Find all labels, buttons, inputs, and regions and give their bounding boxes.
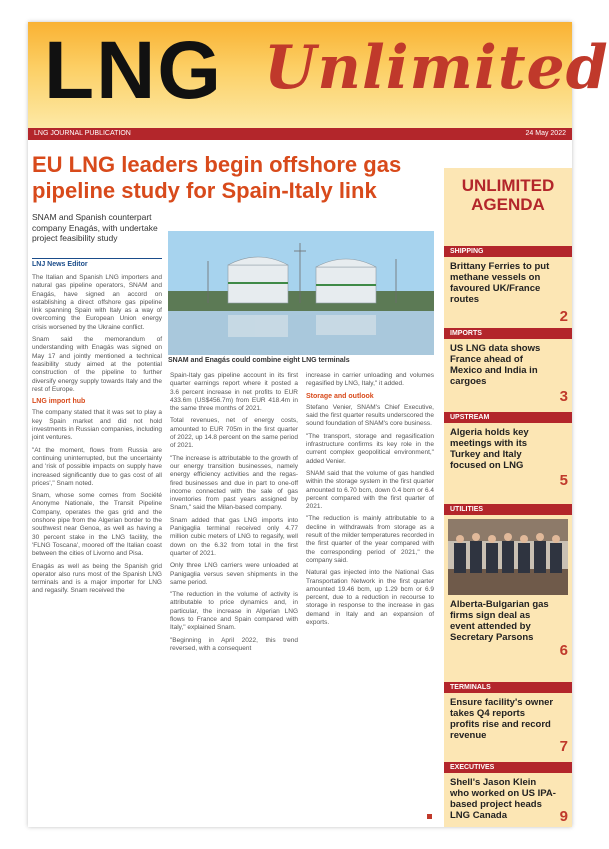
article-paragraph: Stefano Venier, SNAM's Chief Executive, said the first quarter results underscored the sound foundation of SNAM's core business. — [306, 403, 434, 428]
article-paragraph: Spain-Italy gas pipeline account in its first quarter earnings report where it posted a 3.6 percent increase in net profits to EUR 433.6m (US$456.7m) from EUR 418.4m in the same three months of 2021. — [170, 372, 298, 413]
agenda-item-label: UPSTREAM — [444, 412, 572, 423]
article-paragraph: Snam, whose some comes from Société Anonyme Nationale, the Transit Pipeline Company, operates the gas grid and the onshore pipe from the Algerian border to the southwest near Genoa, as well as having a 30 percent stake in the LNG facility, the 'FLNG Toscana', moored off the Italian coast between the cities of Livorno and Pisa. — [32, 492, 162, 558]
article-paragraph: "Beginning in April 2022, this trend reversed, with a consequent — [170, 636, 298, 652]
publication-strap — [28, 128, 572, 140]
article-standfirst: SNAM and Spanish counterpart company Enagás, with undertake project feasibility study — [32, 212, 158, 243]
article-paragraph: The Italian and Spanish LNG importers and natural gas pipeline operators, SNAM and Enagás, have signed an accord on establishing a direct offshore gas pipeline link spanning Spain with Italy as a way of overcoming the European Union energy crisis worsened by the Ukraine conflict. — [32, 274, 162, 331]
agenda-item-text: Brittany Ferries to put methane vessels on favoured UK/France routes — [450, 261, 550, 305]
masthead-lng-logo: LNG — [44, 25, 224, 116]
article-paragraph: SNAM said that the volume of gas handled within the storage system in the first quarter amounted to 6.70 bcm, down 0.4 bcm or 6.4 percent compared with the first quarter of 2021. — [306, 469, 434, 511]
agenda-item-page: 7 — [559, 738, 568, 755]
agenda-item-imports[interactable] — [444, 328, 572, 406]
agenda-title: UNLIMITED AGENDA — [461, 176, 555, 214]
publication-name: LNG JOURNAL PUBLICATION — [34, 130, 131, 137]
article-paragraph: Snam added that gas LNG imports into Panigaglia terminal received only 4.77 million cubic meters of LNG to regasify, well down on the 6.32 from total in the first quarter of 2021. — [170, 516, 298, 557]
signing-ceremony-illustration — [448, 519, 568, 595]
agenda-item-text: Algeria holds key meetings with its Turkey and Italy focused on LNG — [450, 427, 529, 471]
article-paragraph: Enagás as well as being the Spanish grid operator also runs most of the Spanish LNG terminals and is a major importer for LNG and regasify. Snam received the — [32, 562, 162, 595]
agenda-item-text: Ensure facility's owner takes Q4 reports profits rise and record revenue — [450, 697, 554, 741]
agenda-item-text: Shell's Jason Klein who worked on US IPA-based project heads LNG Canada — [450, 777, 556, 821]
agenda-item-shipping[interactable] — [444, 246, 572, 324]
article-paragraph: increase in carrier unloading and volumes regasified by LNG, Italy," it added. — [306, 372, 434, 388]
agenda-item-executives[interactable] — [444, 762, 572, 826]
agenda-item-label: EXECUTIVES — [444, 762, 572, 773]
article-paragraph: "The reduction in the volume of activity is attributable to price dynamics and, in particular, the increase in Algerian LNG flows to France and Spain compared with Italy," explained Snam. — [170, 591, 298, 632]
signing-ceremony-photo — [448, 519, 568, 595]
agenda-item-text: Alberta-Bulgarian gas firms sign deal as event attended by Secretary Parsons — [450, 599, 549, 643]
agenda-item-page: 5 — [559, 472, 568, 489]
agenda-sidebar — [444, 168, 572, 827]
article-paragraph: Natural gas injected into the National Gas Transportation Network in the first quarter amounted 19.46 bcm, up 1.29 bcm or 6.9 percent, due to a reduction in recourse to storage in response to the increase in gas demand in Italy and an expansion of exports. — [306, 569, 434, 627]
article-subheading: LNG import hub — [32, 398, 86, 406]
masthead — [28, 22, 609, 128]
magazine-cover — [28, 22, 609, 827]
photo-caption: SNAM and Enagás could combine eight LNG terminals — [168, 357, 350, 364]
article-subheading: Storage and outlook — [306, 392, 374, 400]
article-paragraph: "The transport, storage and regasification infrastructure confirms its key role in the current complex geopolitical environment," added Venier. — [306, 432, 434, 465]
article-paragraph: The company stated that it was set to play a key Spain market and did not hold investments in Russian companies, including joint ventures. — [32, 409, 162, 442]
article-paragraph: "The reduction is mainly attributable to a decline in withdrawals from storage as a result of the milder temperatures recorded in the first quarter of the year compared with the corresponding period of 2021," the company said. — [306, 515, 434, 564]
agenda-item-page: 3 — [559, 388, 568, 405]
article-column-3 — [306, 372, 434, 812]
agenda-item-text: US LNG data shows France ahead of Mexico and India in cargoes — [450, 343, 541, 387]
article-column-2 — [170, 372, 298, 824]
article-headline: EU LNG leaders begin offshore gas pipeline study for Spain-Italy link — [32, 152, 402, 203]
agenda-item-label: TERMINALS — [444, 682, 572, 693]
agenda-item-page: 9 — [559, 808, 568, 825]
agenda-item-page: 6 — [559, 642, 568, 659]
article-paragraph: "The increase is attributable to the growth of our energy transition businesses, namely energy efficiency activities and the regas-fired businesses and due in part to one-off income connected with the sale of gas inventories from past years assigned by Snam," said the Milan-based company. — [170, 454, 298, 512]
lng-terminal-photo — [168, 231, 434, 355]
agenda-item-upstream[interactable] — [444, 412, 572, 492]
agenda-item-page: 2 — [559, 308, 568, 325]
issue-date: 24 May 2022 — [525, 130, 566, 137]
lng-terminal-illustration — [168, 231, 434, 355]
agenda-item-utilities[interactable] — [444, 504, 572, 659]
article-paragraph: Total revenues, net of energy costs, amounted to EUR 705m in the first quarter of 2022, up 14.8 percent on the same period of 2021. — [170, 417, 298, 450]
agenda-item-label: SHIPPING — [444, 246, 572, 257]
article-column-1 — [32, 274, 162, 824]
article-paragraph: "At the moment, flows from Russia are continuing uninterrupted, but the uncertainty and 'risk of possible impacts on supply have increased significantly due to gas cost of all prices'," Snam noted. — [32, 446, 162, 487]
article-end-mark — [427, 814, 432, 819]
article-paragraph: Snam said the memorandum of understanding with Enagás was signed on May 17 and jointly mentioned a technical feasibility study aimed at the potential construction of the pipeline to further diversify energy supply towards Italy and the rest of Europe. — [32, 336, 162, 393]
article-byline: LNJ News Editor — [32, 258, 162, 268]
agenda-item-label: IMPORTS — [444, 328, 572, 339]
masthead-unlimited-logo: Unlimited — [264, 33, 609, 103]
agenda-item-label: UTILITIES — [444, 504, 572, 515]
agenda-item-terminals[interactable] — [444, 682, 572, 758]
article-paragraph: Only three LNG carriers were unloaded at Panigaglia versus seven shipments in the same period. — [170, 562, 298, 586]
